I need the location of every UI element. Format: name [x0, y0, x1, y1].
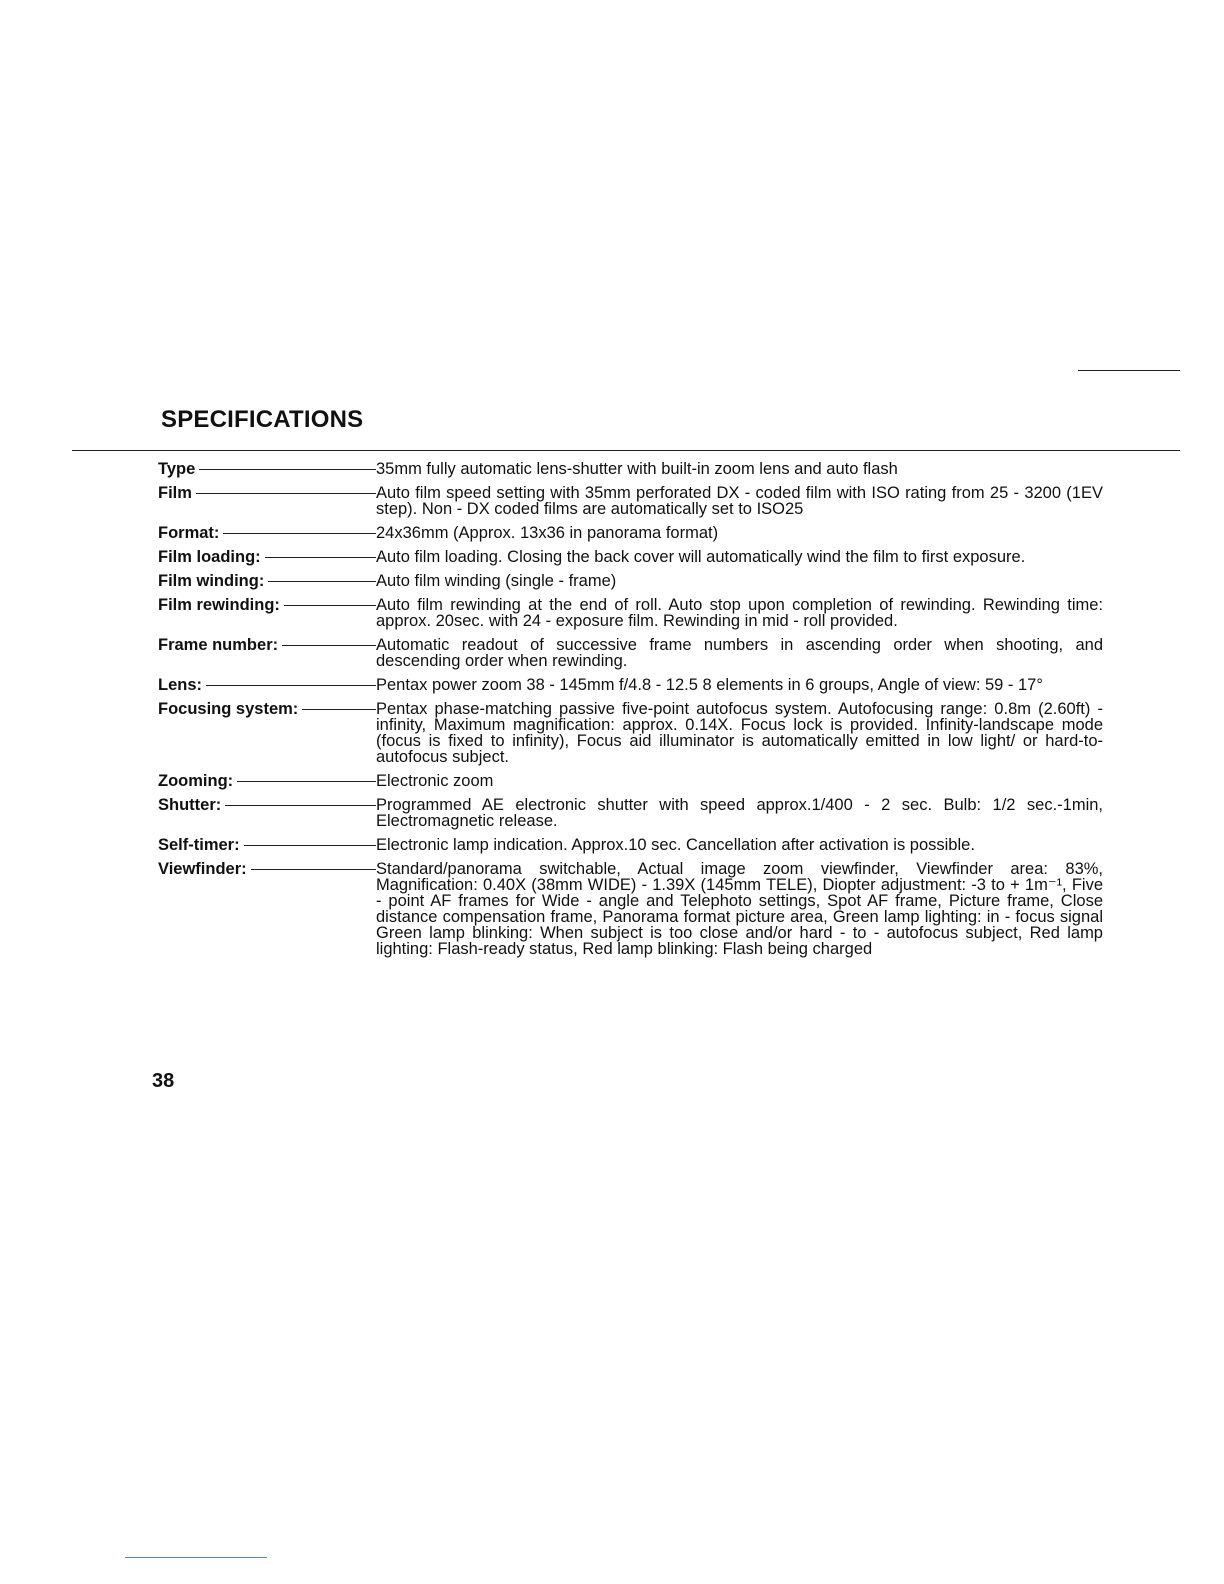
leader-line [302, 709, 376, 710]
spec-value: 35mm fully automatic lens-shutter with built-in zoom lens and auto flash [376, 460, 898, 478]
spec-row [158, 770, 1103, 794]
spec-label-area [158, 594, 376, 616]
spec-value: 24x36mm (Approx. 13x36 in panorama format) [376, 524, 719, 542]
spec-label: Film loading: [158, 548, 261, 566]
spec-row [158, 834, 1103, 858]
spec-value: Auto film speed setting with 35mm perforated DX - coded film with ISO rating from 25 - 3200 (1EV step). Non - DX coded films are automatically set to ISO25 [376, 484, 1103, 518]
spec-row [158, 634, 1103, 674]
spec-label: Shutter: [158, 796, 222, 814]
spec-label-area [158, 634, 376, 656]
spec-value: Auto film loading. Closing the back cover will automatically wind the film to first exposure. [376, 548, 1026, 566]
spec-row [158, 794, 1103, 834]
spec-row [158, 858, 1103, 962]
spec-label: Film rewinding: [158, 596, 280, 614]
spec-value: Electronic zoom [376, 772, 494, 790]
spec-label-area [158, 482, 376, 504]
spec-value: Auto film rewinding at the end of roll. Auto stop upon completion of rewinding. Rewinding time: approx. 20sec. with 24 - exposure film. Rewinding in mid - roll provided. [376, 596, 1103, 630]
leader-line [268, 581, 376, 582]
spec-row [158, 522, 1103, 546]
spec-value: Pentax power zoom 38 - 145mm f/4.8 - 12.5 8 elements in 6 groups, Angle of view: 59 - 17° [376, 676, 1043, 694]
spec-label-area [158, 674, 376, 696]
header-rule [1078, 370, 1180, 371]
spec-row [158, 458, 1103, 482]
leader-line [282, 645, 376, 646]
leader-line [206, 685, 376, 686]
spec-row [158, 674, 1103, 698]
spec-label: Film [158, 484, 192, 502]
spec-label: Film winding: [158, 572, 265, 590]
leader-line [244, 845, 376, 846]
spec-label-area [158, 522, 376, 544]
spec-value: Auto film winding (single - frame) [376, 572, 617, 590]
leader-line [223, 533, 376, 534]
spec-label-area [158, 834, 376, 856]
spec-row [158, 594, 1103, 634]
spec-label: Zooming: [158, 772, 234, 790]
spec-label-area [158, 546, 376, 568]
spec-value: Programmed AE electronic shutter with speed approx.1/400 - 2 sec. Bulb: 1/2 sec.-1min, Electromagnetic release. [376, 796, 1103, 830]
footer-link-underline [125, 1557, 267, 1558]
page-number: 38 [152, 1070, 175, 1092]
spec-label: Type [158, 460, 196, 478]
spec-value: Standard/panorama switchable, Actual image zoom viewfinder, Viewfinder area: 83%, Magnification: 0.40X (38mm WIDE) - 1.39X (145mm TELE), Diopter adjustment: -3 to + 1m⁻¹, Five - point AF frames for Wide - angle and Telephoto settings, Spot AF frame, Picture frame, Close distance compensation frame, Panorama format picture area, Green lamp lighting: in - focus signal Green lamp blinking: When subject is too close and/or hard - to - autofocus subject, Red lamp lighting: Flash-ready status, Red lamp blinking: Flash being charged [376, 860, 1103, 958]
section-divider [72, 450, 1180, 451]
spec-row [158, 482, 1103, 522]
leader-line [199, 469, 376, 470]
spec-label: Lens: [158, 676, 203, 694]
spec-label: Viewfinder: [158, 860, 247, 878]
spec-label: Frame number: [158, 636, 279, 654]
spec-label: Format: [158, 524, 220, 542]
leader-line [237, 781, 376, 782]
spec-value: Automatic readout of successive frame numbers in ascending order when shooting, and descending order when rewinding. [376, 636, 1103, 670]
spec-label: Focusing system: [158, 700, 299, 718]
spec-label-area [158, 858, 376, 880]
spec-value: Electronic lamp indication. Approx.10 sec. Cancellation after activation is possible. [376, 836, 975, 854]
spec-row [158, 698, 1103, 770]
leader-line [265, 557, 376, 558]
spec-label-area [158, 458, 376, 480]
spec-label-area [158, 794, 376, 816]
spec-label: Self-timer: [158, 836, 240, 854]
leader-line [284, 605, 376, 606]
spec-row [158, 570, 1103, 594]
specifications-list [158, 458, 1103, 962]
spec-value: Pentax phase-matching passive five-point autofocus system. Autofocusing range: 0.8m (2.60ft) - infinity, Maximum magnification: approx. 0.14X. Focus lock is provided. Infinity-landscape mode (focus is fixed to infinity), Focus aid illuminator is automatically emitted in low light/ or hard-to-autofocus subject. [376, 700, 1103, 766]
leader-line [225, 805, 376, 806]
page-title: SPECIFICATIONS [161, 406, 364, 433]
spec-row [158, 546, 1103, 570]
leader-line [196, 493, 376, 494]
spec-label-area [158, 770, 376, 792]
spec-label-area [158, 698, 376, 720]
leader-line [251, 869, 376, 870]
spec-label-area [158, 570, 376, 592]
